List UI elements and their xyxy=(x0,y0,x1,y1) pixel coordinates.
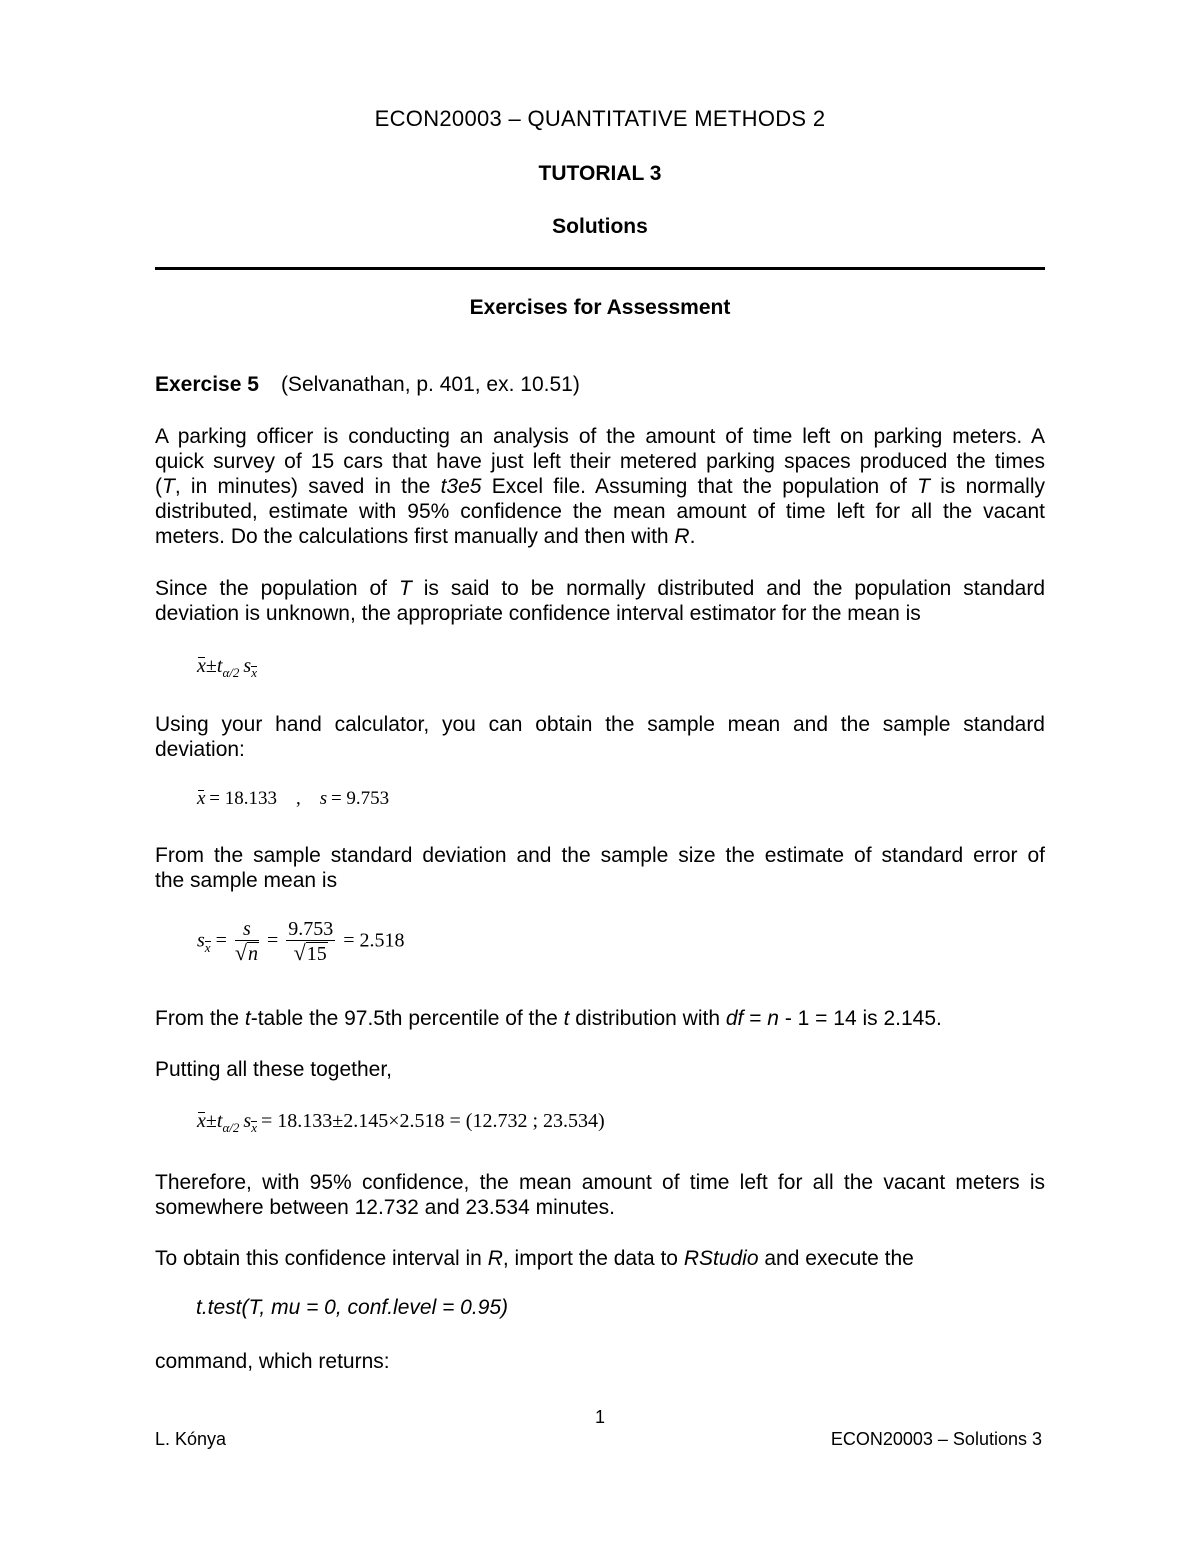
text-line: quick survey of 15 cars that have just left their metered parking spaces produced the times xyxy=(155,450,1045,473)
exercise-label: Exercise 5 xyxy=(155,373,259,396)
text-line: Therefore, with 95% confidence, the mean amount of time left for all the vacant meters is xyxy=(155,1171,1045,1194)
footer-author: L. Kónya xyxy=(155,1429,227,1449)
r-command: t.test(T, mu = 0, conf.level = 0.95) xyxy=(196,1296,509,1319)
page-number: 1 xyxy=(594,1407,605,1427)
exercise-reference: (Selvanathan, p. 401, ex. 10.51) xyxy=(280,373,580,396)
formula-sample-stats: x = 18.133 , s = 9.753 xyxy=(197,788,390,809)
text-line: From the sample standard deviation and the sample size the estimate of standard error of xyxy=(155,844,1045,867)
text-line: command, which returns: xyxy=(155,1350,390,1373)
paragraph-command-returns xyxy=(155,1349,1045,1374)
text-line: From the t-table the 97.5th percentile of the t distribution with df = n - 1 = 14 is 2.145. xyxy=(155,1007,942,1030)
text-line: the sample mean is xyxy=(155,869,338,892)
header-divider xyxy=(155,267,1045,270)
paragraph-putting-together xyxy=(155,1057,1045,1082)
tutorial-title: TUTORIAL 3 xyxy=(538,162,662,185)
text-line: To obtain this confidence interval in R, import the data to RStudio and execute the xyxy=(155,1247,914,1270)
formula-standard-error: sx = $\frac{s}{√n}$ = $\frac{9.753}{√15}$ = 2.518 xyxy=(197,918,405,965)
paragraph-sample-stats xyxy=(155,712,1045,762)
solutions-subtitle: Solutions xyxy=(552,215,648,238)
text-line: Since the population of T is said to be normally distributed and the population standard xyxy=(155,577,1045,600)
text-line: (T, in minutes) saved in the t3e5 Excel file. Assuming that the population of T is normally xyxy=(155,475,1045,498)
paragraph-r-instructions xyxy=(155,1246,1045,1271)
section-title: Exercises for Assessment xyxy=(469,296,731,319)
text-line: deviation: xyxy=(155,738,245,761)
course-title: ECON20003 – QUANTITATIVE METHODS 2 xyxy=(374,106,826,131)
paragraph-problem xyxy=(155,424,1045,549)
text-line: deviation is unknown, the appropriate confidence interval estimator for the mean is xyxy=(155,602,921,625)
formula-ci-result: $x\pm t_{\alpha/2}$ sx = 18.133±2.145×2.518 = (12.732 ; 23.534) xyxy=(197,1110,605,1135)
paragraph-conclusion xyxy=(155,1170,1045,1220)
text-line: meters. Do the calculations first manually and then with R. xyxy=(155,525,696,548)
text-line: Putting all these together, xyxy=(155,1058,392,1081)
text-line: somewhere between 12.732 and 23.534 minutes. xyxy=(155,1196,615,1219)
text-line: Using your hand calculator, you can obtain the sample mean and the sample standard xyxy=(155,713,1045,736)
text-line: distributed, estimate with 95% confidence the mean amount of time left for all the vacant xyxy=(155,500,1045,523)
paragraph-standard-error xyxy=(155,843,1045,893)
text-line: A parking officer is conducting an analysis of the amount of time left on parking meters. A xyxy=(155,425,1045,448)
footer-doc-id: ECON20003 – Solutions 3 xyxy=(830,1429,1042,1449)
paragraph-estimator-intro xyxy=(155,576,1045,626)
formula-ci-estimator: $x\pm t_{\alpha/2}$ sx xyxy=(197,655,257,680)
exercise-heading xyxy=(155,372,1045,397)
paragraph-t-table xyxy=(155,1006,1045,1031)
